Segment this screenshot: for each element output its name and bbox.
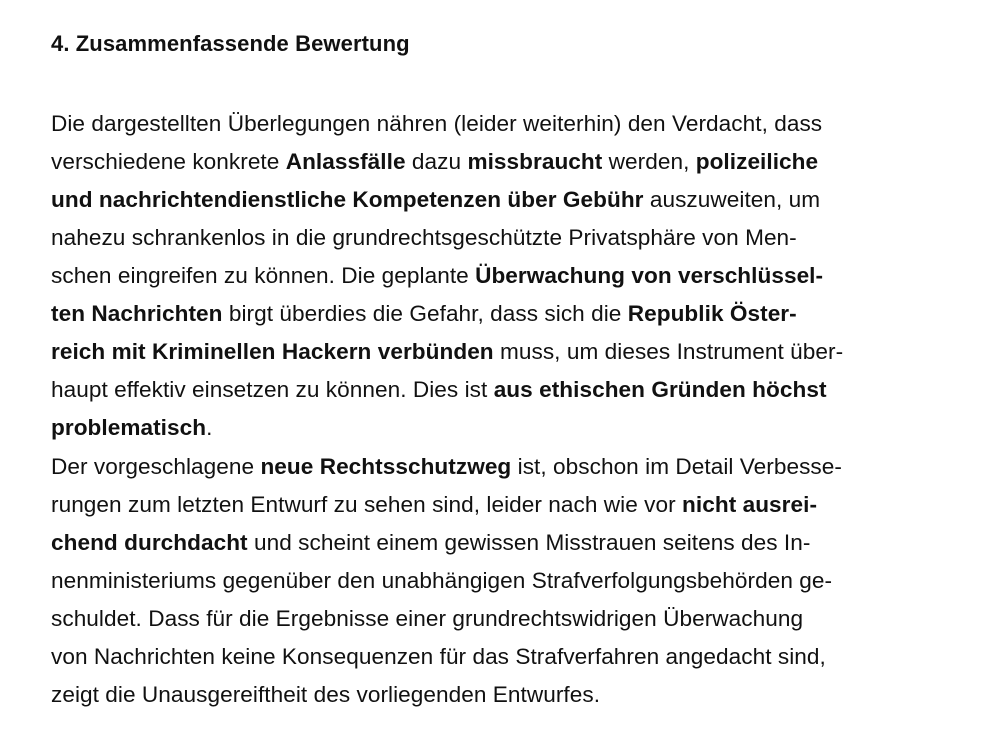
text-run: verschiedene konkrete: [51, 149, 286, 174]
text-run: Der vorgeschlagene: [51, 454, 261, 479]
text-line: [51, 257, 981, 295]
text-line: [51, 448, 981, 486]
text-run: birgt überdies die Gefahr, dass sich die: [222, 301, 628, 326]
text-run: werden,: [602, 149, 696, 174]
text-run: nenministeriums gegenüber den unabhängigen Strafverfolgungsbehörden ge-: [51, 568, 833, 593]
text-run: von Nachrichten keine Konsequenzen für das Strafverfahren angedacht sind,: [51, 644, 826, 669]
bold-text: nicht ausrei-: [682, 492, 818, 517]
text-line: [51, 143, 981, 181]
bold-text: Republik Öster-: [627, 301, 797, 326]
text-line: [51, 181, 981, 219]
bold-text: aus ethischen Gründen höchst: [493, 377, 827, 402]
text-line: [51, 219, 981, 257]
bold-text: und nachrichtendienstliche Kompetenzen über Gebühr: [51, 187, 644, 212]
bold-text: reich mit Kriminellen Hackern verbünden: [51, 339, 494, 364]
text-run: nahezu schrankenlos in die grundrechtsgeschützte Privatsphäre von Men-: [51, 225, 797, 250]
text-run: auszuweiten, um: [643, 187, 821, 212]
text-run: muss, um dieses Instrument über-: [493, 339, 844, 364]
text-run: haupt effektiv einsetzen zu können. Dies ist: [51, 377, 494, 402]
text-run: ist, obschon im Detail Verbesse-: [511, 454, 842, 479]
text-line: [51, 295, 981, 333]
text-run: und scheint einem gewissen Misstrauen seitens des In-: [247, 530, 811, 555]
text-run: dazu: [405, 149, 468, 174]
text-line: [51, 638, 981, 676]
text-line: [51, 409, 981, 447]
text-run: schuldet. Dass für die Ergebnisse einer grundrechtswidrigen Überwachung: [51, 606, 804, 631]
text-line: [51, 562, 981, 600]
text-line: [51, 676, 981, 714]
bold-text: ten Nachrichten: [51, 301, 223, 326]
bold-text: neue Rechtsschutzweg: [260, 454, 512, 479]
text-line: [51, 105, 981, 143]
bold-text: problematisch: [51, 415, 207, 440]
text-run: rungen zum letzten Entwurf zu sehen sind, leider nach wie vor: [51, 492, 683, 517]
text-line: [51, 333, 981, 371]
text-run: Die dargestellten Überlegungen nähren (leider weiterhin) den Verdacht, dass: [51, 111, 823, 136]
bold-text: Überwachung von verschlüssel-: [475, 263, 824, 288]
bold-text: missbraucht: [467, 149, 603, 174]
paragraph-assessment: [51, 105, 981, 447]
text-line: [51, 486, 981, 524]
bold-text: polizeiliche: [695, 149, 819, 174]
text-run: .: [206, 415, 213, 440]
text-line: [51, 600, 981, 638]
bold-text: Anlassfälle: [285, 149, 406, 174]
text-run: zeigt die Unausgereiftheit des vorliegenden Entwurfes.: [51, 682, 601, 707]
text-line: [51, 524, 981, 562]
paragraph-legal-remedy: [51, 448, 981, 714]
bold-text: chend durchdacht: [51, 530, 248, 555]
text-line: [51, 371, 981, 409]
section-heading: 4. Zusammenfassende Bewertung: [51, 31, 410, 56]
text-run: schen eingreifen zu können. Die geplante: [51, 263, 476, 288]
